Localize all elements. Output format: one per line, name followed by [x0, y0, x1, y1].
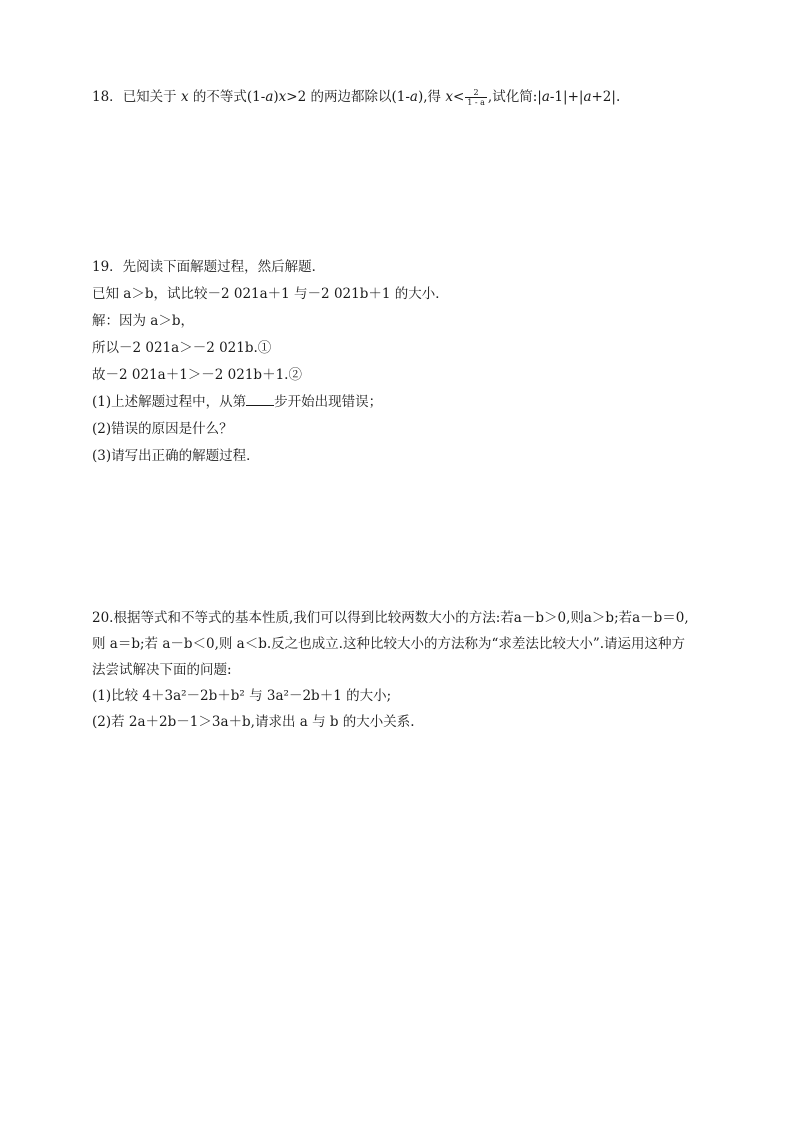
answer-blank [246, 393, 274, 406]
q18-text: 18．已知关于 x 的不等式(1-a)x>2 的两边都除以(1-a),得 x< $\frac{2}{1 - a}$ ,试化简:|a-1|+|a+2|. [92, 88, 621, 107]
q19-part-3: (3)请写出正确的解题过程． [92, 448, 260, 464]
q19-part-2: (2)错误的原因是什么？ [92, 421, 233, 437]
q18-number: 18． [92, 89, 123, 105]
q20-part-2: (2)若 2a＋2b－1＞3a＋b,请求出 a 与 b 的大小关系. [92, 714, 415, 730]
fraction: $\frac{2}{1 - a}$ [467, 88, 485, 107]
q20-part-1: (1)比较 4＋3a²－2b＋b² 与 3a²－2b＋1 的大小; [92, 688, 392, 704]
q19-solution-line: 所以－2 021a＞－2 021b.① [92, 340, 272, 356]
q19-solution-line: 故－2 021a＋1＞－2 021b＋1.② [92, 367, 302, 383]
q19-part-1: (1)上述解题过程中，从第 步开始出现错误； [92, 394, 383, 410]
q19-title: 19．先阅读下面解题过程，然后解题． [92, 259, 326, 275]
q20-text: 则 a＝b;若 a－b＜0,则 a＜b.反之也成立.这种比较大小的方法称为“求差法比较大小”.请运用这种方 [92, 636, 686, 652]
q19-solution-line: 解：因为 a＞b， [92, 313, 194, 329]
q20-text: 20.根据等式和不等式的基本性质,我们可以得到比较两数大小的方法:若a－b＞0,则a＞b;若a－b＝0, [92, 610, 689, 626]
q20-text: 法尝试解决下面的问题: [92, 662, 232, 678]
q19-given: 已知 a＞b，试比较－2 021a＋1 与－2 021b＋1 的大小． [92, 286, 449, 302]
